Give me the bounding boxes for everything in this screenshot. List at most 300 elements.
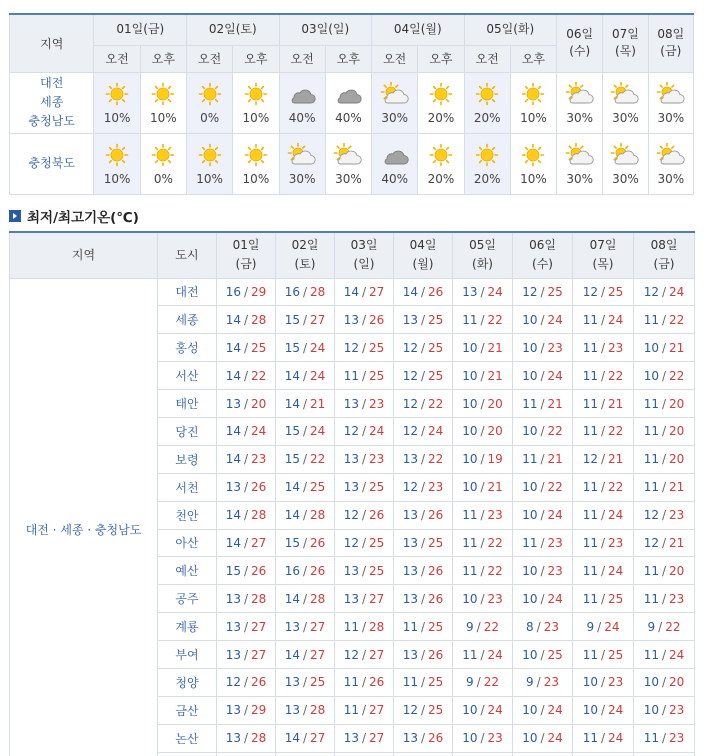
temp-separator: / [302,396,308,411]
precip-probability: 10% [242,111,270,125]
max-temp: 26 [251,675,267,690]
temp-dow-label: (화) [472,257,493,272]
city-name: 아산 [158,529,217,557]
min-temp: 11 [643,591,659,606]
temp-separator: / [540,535,545,550]
temp-cell [394,417,453,445]
min-temp: 11 [643,312,659,327]
max-temp: 27 [369,731,385,746]
min-temp: 13 [284,703,300,718]
precip-probability: 20% [473,172,501,186]
sunny-icon [241,82,271,106]
temp-separator: / [540,312,545,327]
max-temp: 23 [547,535,563,550]
temp-separator: / [536,619,541,634]
temp-separator: / [243,368,249,383]
min-temp: 10 [462,368,478,383]
pm-header: 오후 [418,45,464,72]
temp-separator: / [600,508,606,523]
temp-cell [453,473,513,501]
temp-cell [573,334,634,362]
temp-cell [573,529,634,557]
temp-cell [394,390,453,418]
min-temp: 11 [582,731,598,746]
max-temp: 23 [669,591,685,606]
temp-cell [453,334,513,362]
min-temp: 11 [643,563,659,578]
temp-cell [394,306,453,334]
temp-separator: / [600,647,606,662]
forecast-row [10,72,694,133]
temp-cell [217,529,276,557]
temp-cell [453,613,513,641]
temp-separator: / [243,619,249,634]
max-temp: 23 [487,591,503,606]
temp-separator: / [536,675,541,690]
temp-separator: / [302,675,308,690]
max-temp: 24 [604,619,620,634]
temp-cell [453,501,513,529]
temp-separator: / [243,396,249,411]
temp-separator: / [420,703,426,718]
temp-separator: / [361,508,367,523]
min-temp: 13 [225,647,241,662]
temp-separator: / [302,368,308,383]
sunny-icon [472,82,502,106]
temp-separator: / [243,591,249,606]
max-temp: 22 [483,619,499,634]
min-temp: 13 [343,396,359,411]
min-temp: 13 [343,591,359,606]
temp-cell [335,724,394,752]
temp-cell [394,668,453,696]
max-temp: 21 [669,535,685,550]
temp-cell [453,417,513,445]
sunny-icon [241,143,271,167]
temp-day-header [573,232,634,278]
temp-cell [335,417,394,445]
precip-probability: 10% [103,111,131,125]
max-temp: 24 [547,703,563,718]
temp-cell [573,501,634,529]
min-temp: 15 [225,563,241,578]
sunny-icon [195,82,225,106]
temp-separator: / [540,368,545,383]
partly-cloudy-icon [380,82,410,106]
partly-cloudy-icon [610,143,640,167]
precip-probability: 20% [427,111,455,125]
temp-cell [634,334,695,362]
max-temp: 22 [487,312,503,327]
day-header: 07일 (목) [603,14,648,72]
city-name: 세종 [158,306,217,334]
temp-separator: / [540,424,545,439]
precip-probability: 40% [381,172,408,186]
temp-dow-label: (토) [294,257,316,272]
min-temp: 10 [462,480,478,495]
temp-separator: / [661,535,667,550]
max-temp: 25 [369,535,385,550]
max-temp: 24 [608,703,624,718]
precip-probability: 10% [150,111,177,125]
sunny-icon [102,143,132,167]
forecast-row [10,133,694,194]
min-temp: 11 [522,452,538,467]
temp-cell [276,390,335,418]
weather-cell [140,72,186,133]
temp-cell [394,696,453,724]
min-temp: 10 [522,340,538,355]
temp-separator: / [243,731,249,746]
am-header: 오전 [279,45,325,72]
max-temp: 26 [428,284,444,299]
max-temp: 28 [251,731,267,746]
temp-separator: / [661,396,667,411]
max-temp: 26 [251,563,267,578]
temp-separator: / [540,480,545,495]
region-name: 충청북도 [10,133,94,194]
min-temp: 13 [402,312,418,327]
min-temp: 12 [343,535,359,550]
max-temp: 21 [487,368,503,383]
min-temp: 11 [402,675,418,690]
weather-cell [464,72,510,133]
precip-probability: 30% [288,172,316,186]
temp-cell [573,585,634,613]
max-temp: 22 [547,424,563,439]
table-row [10,278,695,306]
temp-cell [335,529,394,557]
max-temp: 24 [669,284,685,299]
temp-dow-label: (월) [412,257,434,272]
temp-day-header [335,232,394,278]
max-temp: 24 [547,368,563,383]
temp-cell [453,529,513,557]
precip-probability: 0% [200,111,220,125]
min-temp: 13 [284,619,300,634]
max-temp: 26 [369,675,385,690]
temp-separator: / [480,731,485,746]
max-temp: 26 [310,535,326,550]
max-temp: 28 [310,703,326,718]
precip-probability: 10% [520,111,547,125]
temp-separator: / [480,424,485,439]
max-temp: 22 [428,452,444,467]
max-temp: 23 [669,703,685,718]
max-temp: 24 [487,703,503,718]
temp-cell [276,501,335,529]
temp-separator: / [420,535,426,550]
temp-separator: / [420,731,426,746]
min-temp: 13 [225,731,241,746]
min-temp: 13 [402,731,418,746]
city-name: 금산 [158,696,217,724]
temp-separator: / [302,535,308,550]
temp-separator: / [661,591,667,606]
temp-cell [335,668,394,696]
temp-separator: / [600,312,606,327]
temp-separator: / [420,424,426,439]
temp-separator: / [480,312,485,327]
temp-cell [335,613,394,641]
weather-cell [187,72,233,133]
temp-cell [217,668,276,696]
min-temp: 12 [402,340,418,355]
temp-separator: / [540,284,545,299]
min-temp: 9 [466,675,474,690]
max-temp: 20 [487,424,503,439]
temp-separator: / [661,340,667,355]
temp-separator: / [600,675,606,690]
temp-separator: / [600,340,606,355]
max-temp: 23 [543,675,559,690]
weather-cell [187,133,233,194]
precip-probability: 30% [566,172,594,186]
min-temp: 13 [225,480,241,495]
temp-separator: / [361,284,367,299]
max-temp: 25 [547,647,563,662]
temp-separator: / [361,452,367,467]
weather-cell [510,133,556,194]
temp-cell [513,501,573,529]
weather-cell [325,133,371,194]
max-temp: 22 [487,535,503,550]
max-temp: 24 [369,424,385,439]
city-name: 부여 [158,641,217,669]
day-header: 02일(토) [187,14,280,45]
temp-separator: / [480,396,485,411]
max-temp: 23 [428,480,444,495]
max-temp: 24 [251,424,267,439]
temp-separator: / [540,452,545,467]
precip-probability: 30% [612,172,639,186]
temp-cell [276,724,335,752]
temp-cell [634,557,695,585]
temp-cell [634,585,695,613]
temp-separator: / [420,619,426,634]
max-temp: 20 [487,396,503,411]
min-temp: 13 [225,396,241,411]
temp-cell [276,362,335,390]
temp-cell [513,306,573,334]
temp-dow-label: (금) [235,257,257,272]
max-temp: 20 [251,396,267,411]
temp-cell [634,668,695,696]
min-temp: 14 [343,284,359,299]
max-temp: 24 [547,508,563,523]
precip-probability: 0% [153,172,173,186]
temp-cell [394,278,453,306]
temp-dow-label: (수) [532,257,553,272]
temp-separator: / [540,703,545,718]
max-temp: 28 [369,619,385,634]
max-temp: 25 [369,480,385,495]
day-header: 04일(월) [372,14,465,45]
temp-separator: / [420,312,426,327]
min-temp: 16 [225,284,241,299]
city-name: 천안 [158,501,217,529]
max-temp: 26 [310,563,326,578]
temp-separator: / [661,480,667,495]
city-name: 논산 [158,724,217,752]
max-temp: 22 [487,563,503,578]
temp-separator: / [302,452,308,467]
temp-cell [513,724,573,752]
temp-cell [217,585,276,613]
weather-cell [603,72,648,133]
min-temp: 13 [402,452,418,467]
temp-cell [335,473,394,501]
temp-cell [513,445,573,473]
partly-cloudy-icon [656,143,686,167]
temp-cell [335,278,394,306]
temp-separator: / [302,284,308,299]
city-name: 당진 [158,417,217,445]
min-temp: 14 [284,591,300,606]
temp-separator: / [302,508,308,523]
min-temp: 13 [402,647,418,662]
temp-cell [335,752,394,756]
temp-separator: / [243,340,249,355]
max-temp: 25 [310,675,326,690]
min-temp: 11 [462,535,478,550]
am-header: 오전 [187,45,233,72]
max-temp: 22 [665,619,681,634]
temp-separator: / [480,591,485,606]
temp-separator: / [243,647,249,662]
temp-separator: / [661,508,667,523]
max-temp: 24 [547,312,563,327]
temp-cell [453,278,513,306]
temp-cell [634,696,695,724]
city-name: 대전 [158,278,217,306]
min-temp: 11 [643,396,659,411]
min-temp: 12 [643,284,659,299]
temp-cell [573,641,634,669]
temp-cell [573,445,634,473]
min-temp: 10 [462,731,478,746]
city-name: 보령 [158,445,217,473]
max-temp: 23 [487,731,503,746]
weather-cell [557,133,603,194]
temp-separator: / [600,368,606,383]
sunny-icon [148,82,178,106]
max-temp: 25 [608,591,624,606]
temp-cell [335,585,394,613]
temp-cell [335,306,394,334]
min-temp: 14 [284,396,300,411]
temp-cell [634,445,695,473]
min-temp: 9 [466,619,474,634]
temp-cell [573,473,634,501]
temp-city-header: 도시 [158,232,217,278]
min-temp: 12 [343,647,359,662]
max-temp: 25 [369,368,385,383]
temp-cell [217,557,276,585]
sunny-icon [472,143,502,167]
max-temp: 22 [608,424,624,439]
temp-cell [453,668,513,696]
precip-probability: 10% [242,172,270,186]
max-temp: 20 [669,563,685,578]
temp-separator: / [661,675,667,690]
min-temp: 11 [343,703,359,718]
weather-cell [418,72,464,133]
temp-day-header [513,232,573,278]
temp-cell [453,557,513,585]
temp-separator: / [600,563,606,578]
min-temp: 15 [284,535,300,550]
sunny-icon [426,82,456,106]
precip-probability: 30% [657,111,685,125]
temp-cell [513,278,573,306]
min-temp: 9 [647,619,656,634]
min-temp: 13 [225,619,241,634]
max-temp: 27 [251,619,267,634]
temp-separator: / [480,535,485,550]
temp-region-name: 대전 · 세종 · 충청남도 [10,278,158,756]
min-temp: 11 [643,647,659,662]
temp-cell [453,752,513,756]
temp-separator: / [243,535,249,550]
weather-cell [325,72,371,133]
temp-cell [217,417,276,445]
temp-cell [513,641,573,669]
precip-probability: 10% [196,172,223,186]
temp-separator: / [302,731,308,746]
max-temp: 25 [547,284,563,299]
temp-cell [276,752,335,756]
min-temp: 11 [643,731,659,746]
sunny-icon [518,82,548,106]
region-header: 지역 [10,14,94,72]
max-temp: 24 [310,368,326,383]
pm-header: 오후 [325,45,371,72]
max-temp: 25 [428,340,444,355]
max-temp: 23 [369,452,385,467]
temp-dow-label: (목) [592,257,614,272]
max-temp: 29 [251,284,267,299]
max-temp: 26 [428,591,444,606]
min-temp: 10 [522,703,538,718]
temp-cell [217,334,276,362]
temp-dow-label: (일) [353,257,375,272]
max-temp: 24 [608,312,624,327]
min-temp: 11 [462,508,478,523]
min-temp: 14 [225,452,241,467]
min-temp: 11 [582,312,598,327]
min-temp: 14 [225,340,241,355]
temp-cell [453,390,513,418]
min-temp: 11 [643,452,659,467]
temp-separator: / [420,340,426,355]
temp-cell [335,390,394,418]
max-temp: 27 [369,647,385,662]
temp-separator: / [600,284,606,299]
min-temp: 13 [402,563,418,578]
max-temp: 24 [608,731,624,746]
temp-separator: / [361,647,367,662]
weather-cell [94,133,140,194]
min-temp: 10 [522,647,538,662]
temp-separator: / [661,731,667,746]
max-temp: 26 [251,480,267,495]
min-temp: 11 [582,563,598,578]
temp-cell [217,641,276,669]
min-temp: 14 [225,508,241,523]
temp-separator: / [480,508,485,523]
weather-cell [510,72,556,133]
